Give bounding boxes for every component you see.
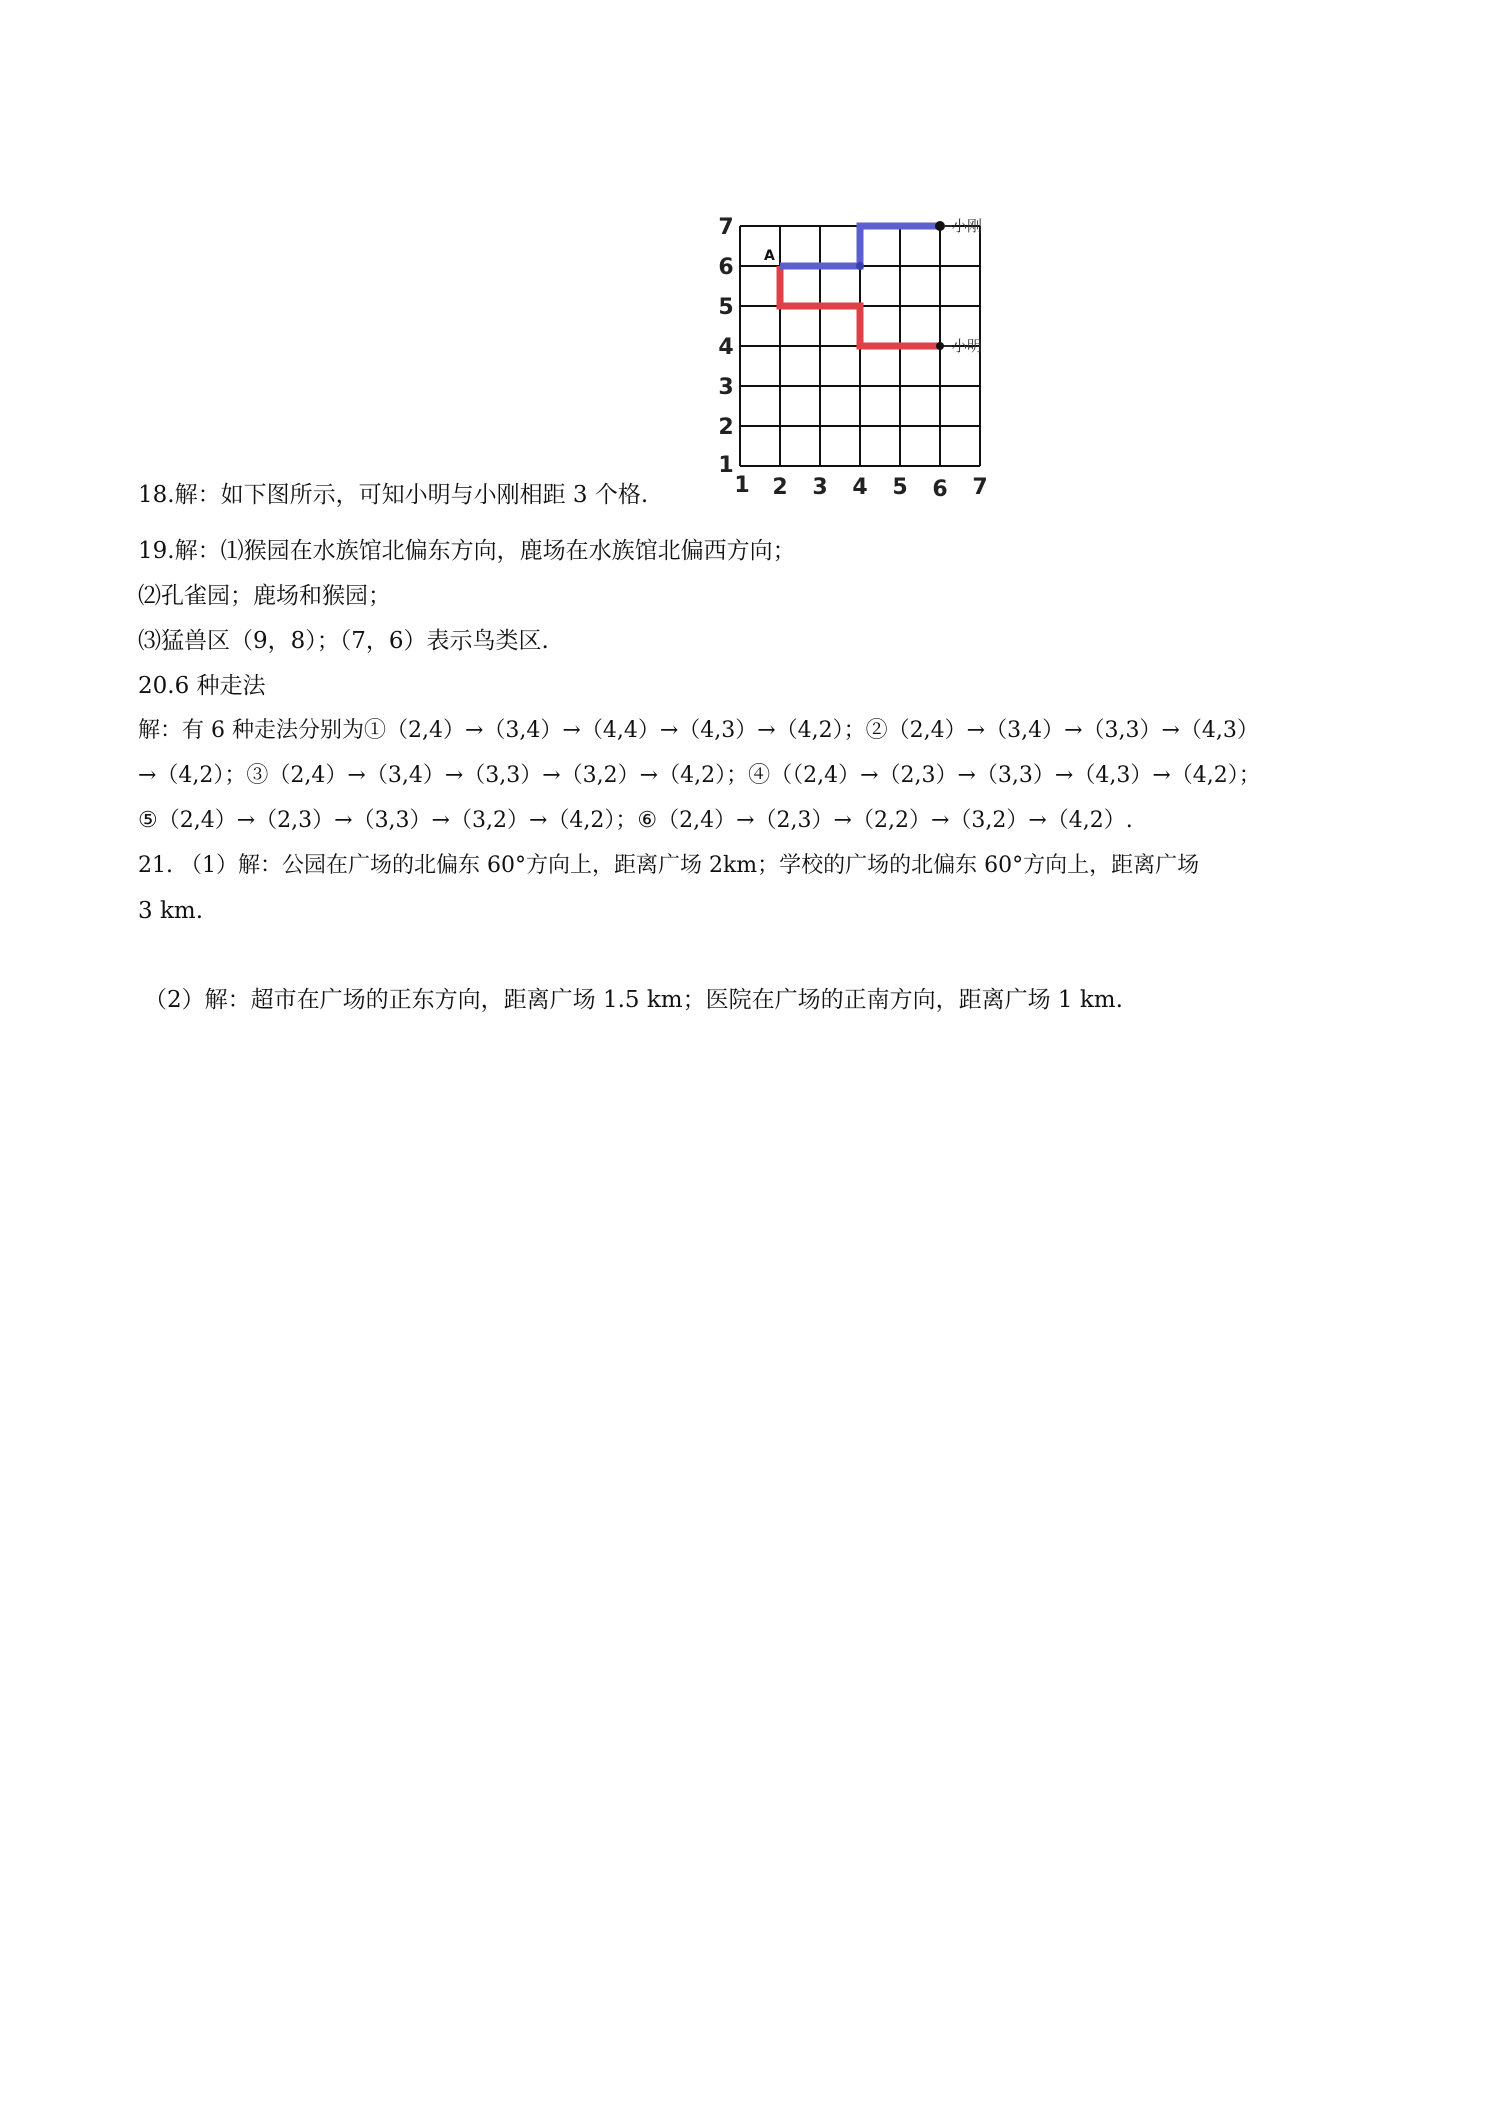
- answer-20-line2: →（4,2）；③（2,4）→（3,4）→（3,3）→（3,2）→（4,2）；④（（2,4）→（2,3）→（3,3）→（4,3）→（4,2）；: [138, 763, 1261, 788]
- answer-19-part3: ⑶猛兽区（9，8）；（7，6）表示鸟类区.: [138, 628, 549, 654]
- answer-20-line3: ⑤（2,4）→（2,3）→（3,3）→（3,2）→（4,2）；⑥（2,4）→（2,3）→（2,2）→（3,2）→（4,2）.: [138, 808, 1133, 833]
- x-tick: 4: [852, 475, 868, 500]
- junction-dot: [856, 262, 864, 270]
- answer-18: 18.解：如下图所示，可知小明与小刚相距 3 个格.: [138, 482, 649, 508]
- x-tick: 2: [772, 475, 788, 500]
- answer-21-part2: （2）解：超市在广场的正东方向，距离广场 1.5 km；医院在广场的正南方向，距离广场 1 km.: [144, 987, 1123, 1013]
- answer-19-part2: ⑵孔雀园；鹿场和猴园；: [138, 583, 391, 609]
- answer-20-title: 20.6 种走法: [138, 673, 266, 699]
- y-tick: 5: [718, 295, 734, 320]
- answer-19-part1: 19.解：⑴猴园在水族馆北偏东方向，鹿场在水族馆北偏西方向；: [138, 538, 796, 564]
- x-tick: 7: [972, 475, 988, 500]
- y-tick: 4: [718, 335, 734, 360]
- xiaogang-end-dot: [935, 221, 945, 231]
- xiaogang-label: 小刚: [952, 217, 983, 235]
- y-tick: 7: [718, 215, 734, 240]
- x-tick: 3: [812, 475, 828, 500]
- x-tick: 6: [932, 477, 948, 502]
- point-a-label: A: [764, 248, 775, 264]
- xiaoming-label: 小明: [952, 337, 983, 355]
- y-tick: 3: [718, 375, 734, 400]
- answer-21-part1-line2: 3 km.: [138, 898, 204, 924]
- y-tick: 6: [718, 255, 734, 280]
- y-tick: 1: [718, 453, 734, 478]
- y-tick: 2: [718, 415, 734, 440]
- answer-20-line1: 解：有 6 种走法分别为①（2,4）→（3,4）→（4,4）→（4,3）→（4,2）；②（2,4）→（3,4）→（3,3）→（4,3）: [138, 718, 1259, 743]
- xiaoming-end-dot: [936, 342, 944, 350]
- coordinate-grid-figure: [712, 214, 1002, 504]
- grid-svg: [712, 214, 1002, 504]
- x-tick: 5: [892, 475, 908, 500]
- xiaogang-path: [780, 226, 940, 266]
- answer-21-part1-line1: 21. （1）解：公园在广场的北偏东 60°方向上，距离广场 2km；学校的广场的北偏东 60°方向上，距离广场: [138, 853, 1200, 878]
- x-tick: 1: [734, 473, 750, 498]
